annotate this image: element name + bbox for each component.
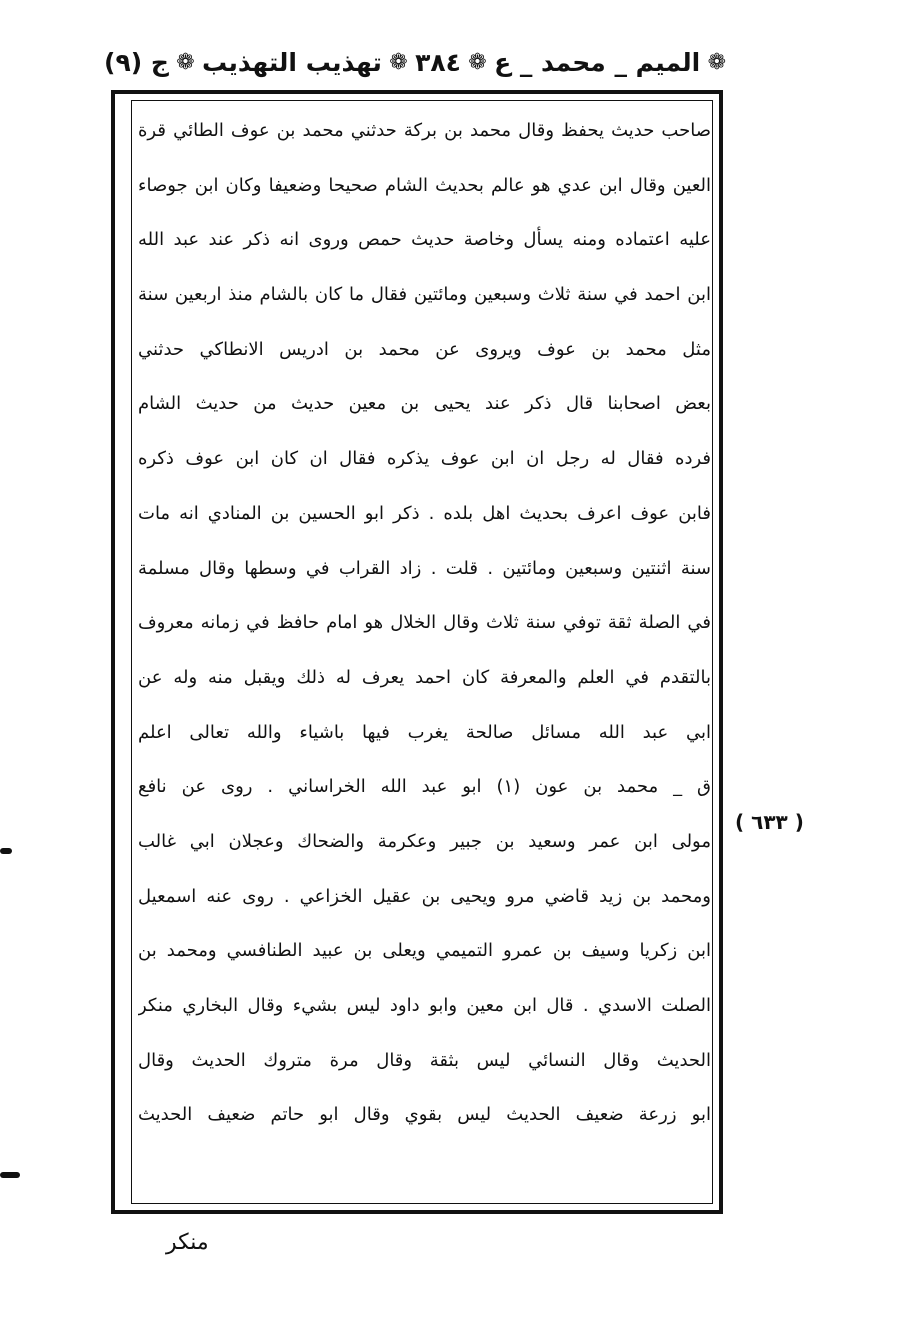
text-line: بالتقدم في العلم والمعرفة كان احمد يعرف له ذلك ويقبل منه وله عن	[138, 666, 711, 688]
volume-label: ج (٩)	[104, 47, 169, 77]
book-title: تهذيب التهذيب	[202, 47, 382, 77]
text-line: سنة اثنتين وسبعين ومائتين . قلت . زاد القراب في وسطها وقال مسلمة	[138, 557, 711, 579]
text-line: فابن عوف اعرف بحديث اهل بلده . ذكر ابو الحسين بن المنادي انه مات	[138, 502, 711, 524]
text-body	[138, 104, 711, 1143]
text-line: الحديث وقال النسائي ليس بثقة وقال مرة متروك الحديث وقال	[138, 1049, 711, 1071]
margin-mark	[0, 848, 12, 854]
text-line: ق _ محمد بن عون (١) ابو عبد الله الخراساني . روى عن نافع	[138, 776, 711, 798]
text-line: العين وقال ابن عدي هو عالم بحديث الشام صحيحا وضعيفا وكان ابن جوصاء	[138, 174, 711, 196]
text-line: ومحمد بن زيد قاضي مرو ويحيى بن عقيل الخزاعي . روى عنه اسمعيل	[138, 885, 711, 907]
text-line: بعض اصحابنا قال ذكر عند يحيى بن معين حديث من حديث الشام	[138, 393, 711, 415]
section-title: الميم _ محمد _ ع	[494, 47, 701, 77]
ornament-icon: ❁	[389, 49, 408, 75]
margin-mark	[0, 1172, 20, 1178]
text-line: ابي عبد الله مسائل صالحة يغرب فيها باشياء والله تعالى اعلم	[138, 721, 711, 743]
text-line: ابن زكريا وسيف بن عمرو التميمي ويعلى بن عبيد الطنافسي ومحمد بن	[138, 940, 711, 962]
text-line: ابن احمد في سنة ثلاث وسبعين ومائتين فقال ما كان بالشام منذ اربعين سنة	[138, 284, 711, 306]
page-number: ٣٨٤	[415, 47, 461, 77]
text-line: مولى ابن عمر وسعيد بن جبير وعكرمة والضحاك وعجلان ابي غالب	[138, 830, 711, 852]
text-line: في الصلة ثقة توفي سنة ثلاث وقال الخلال هو امام حافظ في زمانه معروف	[138, 612, 711, 634]
text-line: مثل محمد بن عوف ويروى عن محمد بن ادريس الانطاكي حدثني	[138, 338, 711, 360]
ornament-icon: ❁	[468, 49, 487, 75]
text-line: الصلت الاسدي . قال ابن معين وابو داود ليس بشيء وقال البخاري منكر	[138, 995, 711, 1016]
ornament-icon: ❁	[176, 49, 195, 75]
text-line: ابو زرعة ضعيف الحديث ليس بقوي وقال ابو حاتم ضعيف الحديث	[138, 1104, 711, 1126]
running-header	[104, 40, 726, 84]
entry-number: ( ٦٣٣ )	[735, 810, 804, 834]
text-line: فرده فقال له رجل ان ابن عوف يذكره فقال ان كان ابن عوف ذكره	[138, 448, 711, 470]
catchword: منكر	[166, 1230, 209, 1255]
text-line: عليه اعتماده ومنه يسأل وخاصة حديث حمص وروى انه ذكر عند عبد الله	[138, 229, 711, 251]
ornament-icon: ❁	[707, 49, 726, 75]
text-line: صاحب حديث يحفظ وقال محمد بن بركة حدثني محمد بن عوف الطائي قرة	[138, 120, 711, 141]
